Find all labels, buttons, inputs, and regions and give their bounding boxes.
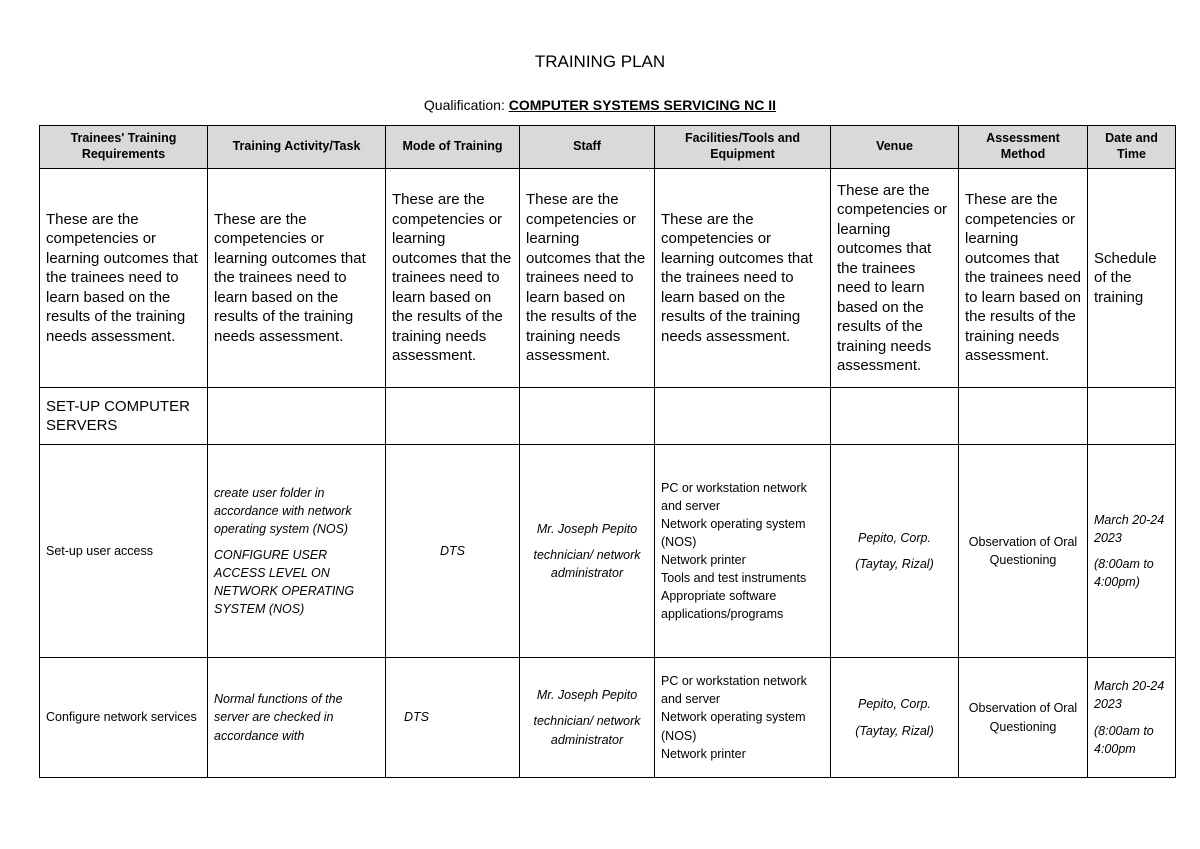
description-cell: These are the competencies or learning outcomes that the trainees need to learn based on the results of the training needs assessment. xyxy=(40,169,208,388)
section-row xyxy=(40,388,1176,445)
header-cell: Trainees' Training Requirements xyxy=(40,126,208,169)
description-cell: These are the competencies or learning outcomes that the trainees need to learn based on the results of the training needs assessment. xyxy=(386,169,520,388)
description-cell: These are the competencies or learning outcomes that the trainees need to learn based on the results of the training needs assessment. xyxy=(520,169,655,388)
header-cell: Facilities/Tools and Equipment xyxy=(655,126,831,169)
header-cell: Assessment Method xyxy=(959,126,1088,169)
header-cell: Training Activity/Task xyxy=(208,126,386,169)
venue-name: Pepito, Corp. xyxy=(858,697,931,712)
date-cell xyxy=(1088,658,1176,778)
description-row xyxy=(40,169,1176,388)
header-cell: Mode of Training xyxy=(386,126,520,169)
table-row xyxy=(40,658,1176,778)
description-cell: These are the competencies or learning outcomes that the trainees need to learn based on the results of the training needs assessment. xyxy=(208,169,386,388)
header-cell: Date and Time xyxy=(1088,126,1176,169)
activity-text: create user folder in accordance with network operating system (NOS) xyxy=(214,485,352,536)
activity-text: CONFIGURE USER ACCESS LEVEL ON NETWORK OPERATING SYSTEM (NOS) xyxy=(214,547,355,617)
page-title: TRAINING PLAN xyxy=(534,52,666,71)
header-cell: Staff xyxy=(520,126,655,169)
activity-cell xyxy=(208,445,386,658)
empty-cell xyxy=(831,388,959,445)
staff-role: technician/ network administrator xyxy=(533,714,641,747)
activity-cell: Normal functions of the server are checked in accordance with xyxy=(208,658,386,778)
qualification-value: COMPUTER SYSTEMS SERVICING NC II xyxy=(508,97,777,113)
description-cell: These are the competencies or learning outcomes that the trainees need to learn based on the results of the training needs assessment. xyxy=(959,169,1088,388)
staff-role: technician/ network administrator xyxy=(533,547,641,581)
staff-name: Mr. Joseph Pepito xyxy=(536,688,638,703)
staff-name: Mr. Joseph Pepito xyxy=(536,521,638,536)
section-title: SET-UP COMPUTER SERVERS xyxy=(40,388,208,445)
header-cell: Venue xyxy=(831,126,959,169)
facility-item: PC or workstation network and server xyxy=(661,480,807,513)
time-text: (8:00am to 4:00pm xyxy=(1094,723,1154,756)
requirement-cell: Set-up user access xyxy=(40,445,208,658)
table-row xyxy=(40,445,1176,658)
assessment-cell: Observation of Oral Questioning xyxy=(959,658,1088,778)
training-plan-table xyxy=(39,125,1176,778)
facility-item: Network printer xyxy=(661,746,746,761)
venue-cell xyxy=(831,445,959,658)
venue-cell xyxy=(831,658,959,778)
date-text: March 20-24 2023 xyxy=(1094,512,1165,545)
qualification-line xyxy=(0,97,1200,113)
table-header-row xyxy=(40,126,1176,169)
staff-cell xyxy=(520,445,655,658)
facilities-cell xyxy=(655,445,831,658)
empty-cell xyxy=(208,388,386,445)
schedule-description-cell: Schedule of the training xyxy=(1088,169,1176,388)
venue-name: Pepito, Corp. xyxy=(858,530,931,545)
facility-item: Network printer xyxy=(661,553,746,567)
empty-cell xyxy=(959,388,1088,445)
venue-location: (Taytay, Rizal) xyxy=(855,557,934,571)
venue-location: (Taytay, Rizal) xyxy=(855,723,934,738)
description-cell: These are the competencies or learning outcomes that the trainees need to learn based on the results of the training needs assessment. xyxy=(655,169,831,388)
date-text: March 20-24 2023 xyxy=(1094,679,1165,712)
facility-item: Tools and test instruments xyxy=(661,571,807,586)
description-cell: These are the competencies or learning outcomes that the trainees need to learn based on the results of the training needs assessment. xyxy=(831,169,959,388)
staff-cell xyxy=(520,658,655,778)
assessment-cell: Observation of Oral Questioning xyxy=(959,445,1088,658)
mode-cell: DTS xyxy=(386,445,520,658)
qualification-label: Qualification: xyxy=(423,97,509,113)
date-cell xyxy=(1088,445,1176,658)
facility-item: Network operating system (NOS) xyxy=(661,516,806,549)
facility-item: Appropriate software applications/programs xyxy=(661,589,784,622)
time-text: (8:00am to 4:00pm) xyxy=(1094,557,1154,590)
empty-cell xyxy=(386,388,520,445)
empty-cell xyxy=(655,388,831,445)
facility-item: Network operating system (NOS) xyxy=(661,710,806,743)
empty-cell xyxy=(520,388,655,445)
requirement-cell: Configure network services xyxy=(40,658,208,778)
facilities-cell xyxy=(655,658,831,778)
facility-item: PC or workstation network and server xyxy=(661,674,807,707)
mode-cell: DTS xyxy=(386,658,520,778)
empty-cell xyxy=(1088,388,1176,445)
